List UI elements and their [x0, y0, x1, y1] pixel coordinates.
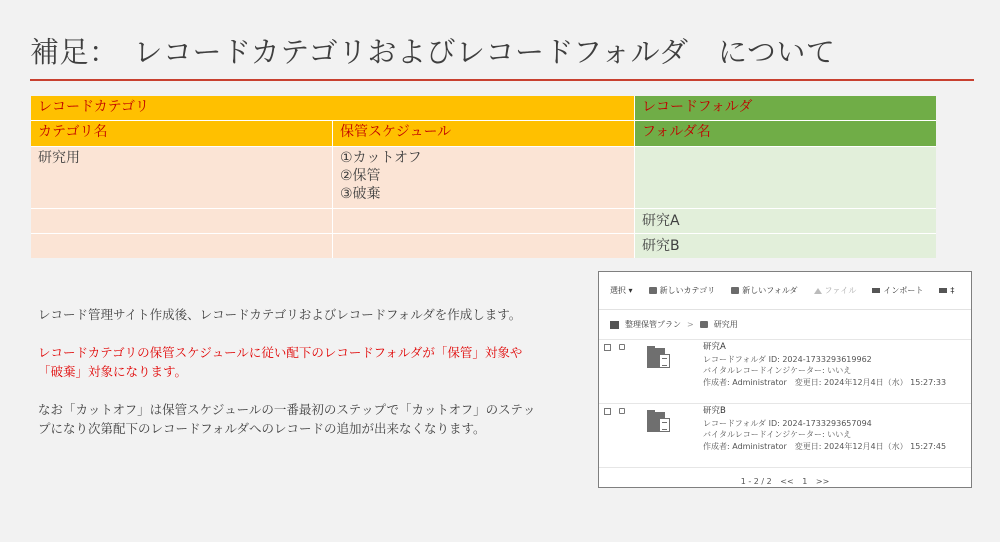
file-button[interactable] — [814, 285, 857, 296]
cell-folder: 研究B — [634, 233, 936, 258]
table-row — [31, 146, 936, 208]
pagination — [599, 468, 971, 486]
file-label: ファイル — [824, 286, 857, 295]
paragraph-retention-line2: 「破棄」対象になります。 — [38, 364, 188, 379]
slide-title: 補足： レコードカテゴリおよびレコードフォルダ について — [30, 35, 836, 69]
up-folder-icon[interactable] — [610, 321, 619, 329]
toolbar — [599, 272, 971, 310]
new-category-label: 新しいカテゴリ — [659, 286, 716, 295]
item-creator: 作成者: Administrator 変更日: 2024年12月4日（水） 15:27:45 — [703, 441, 947, 451]
category-folder-table — [31, 96, 936, 258]
import-button[interactable] — [872, 285, 923, 296]
pager-range: 1 - 2 / 2 — [740, 477, 772, 486]
col-header-schedule: 保管スケジュール — [332, 121, 634, 146]
new-folder-button[interactable] — [731, 285, 797, 296]
paragraph-cutoff-line2: プになり次第配下のレコードフォルダへのレコードの追加が出来なくなります。 — [38, 421, 486, 436]
import-label: インポート — [883, 286, 924, 295]
breadcrumb — [599, 310, 971, 340]
folder-icon — [700, 321, 708, 328]
table-row — [31, 233, 936, 258]
pager-next-link[interactable]: >> — [815, 477, 830, 486]
schedule-step: ①カットオフ — [340, 150, 422, 166]
import-icon — [872, 288, 880, 293]
more-icon — [939, 288, 947, 293]
cell-schedule — [332, 233, 634, 258]
item-creator: 作成者: Administrator 変更日: 2024年12月4日（水） 15:27:33 — [703, 377, 947, 387]
col-header-category-name: カテゴリ名 — [31, 121, 332, 146]
group-header-category: レコードカテゴリ — [31, 96, 634, 120]
schedule-step: ②保管 — [340, 168, 381, 184]
folder-add-icon — [731, 287, 739, 294]
paragraph-retention-line1: レコードカテゴリの保管スケジュールに従い配下のレコードフォルダが「保管」対象や — [38, 345, 523, 360]
select-menu-button[interactable] — [610, 285, 633, 296]
file-plan-screenshot — [598, 271, 972, 488]
schedule-step: ③破棄 — [340, 186, 381, 202]
title-underline — [30, 79, 974, 81]
more-label: ‡ — [950, 286, 955, 295]
group-header-folder: レコードフォルダ — [634, 96, 936, 120]
breadcrumb-separator: > — [687, 320, 694, 329]
item-meta — [703, 342, 946, 388]
upload-icon — [814, 288, 822, 294]
breadcrumb-current: 研究用 — [713, 320, 738, 329]
table-column-header-row — [31, 120, 936, 146]
lock-icon — [619, 408, 625, 414]
pager-prev-link[interactable]: << — [780, 477, 794, 486]
cell-schedule — [332, 146, 634, 208]
breadcrumb-root[interactable]: 整理保管プラン — [625, 320, 681, 329]
cell-category — [31, 208, 332, 233]
more-button[interactable] — [939, 286, 954, 295]
table-group-header-row — [31, 96, 936, 120]
record-folder-icon[interactable] — [647, 346, 671, 370]
item-name-link[interactable]: 研究A — [703, 342, 726, 352]
record-folder-icon[interactable] — [647, 410, 671, 434]
table-row — [31, 208, 936, 233]
cell-folder — [634, 146, 936, 208]
cell-category: 研究用 — [31, 146, 332, 208]
item-checkbox[interactable] — [604, 344, 611, 351]
new-category-button[interactable] — [649, 285, 716, 296]
select-menu-label: 選択 ▾ — [610, 286, 633, 295]
list-item[interactable] — [599, 340, 971, 404]
lock-icon — [619, 344, 625, 350]
list-item[interactable] — [599, 404, 971, 468]
cell-category — [31, 233, 332, 258]
item-vital: バイタルレコードインジケーター: いいえ — [703, 430, 852, 439]
paragraph-intro: レコード管理サイト作成後、レコードカテゴリおよびレコードフォルダを作成します。 — [38, 307, 522, 322]
cell-schedule — [332, 208, 634, 233]
cell-folder: 研究A — [634, 208, 936, 233]
new-folder-label: 新しいフォルダ — [742, 286, 798, 295]
item-name-link[interactable]: 研究B — [703, 406, 726, 416]
item-id: レコードフォルダ ID: 2024-1733293657094 — [703, 418, 872, 428]
col-header-folder-name: フォルダ名 — [634, 121, 936, 146]
item-id: レコードフォルダ ID: 2024-1733293619962 — [703, 354, 872, 364]
item-checkbox[interactable] — [604, 408, 611, 415]
folder-add-icon — [649, 287, 657, 294]
paragraph-cutoff-line1: なお「カットオフ」は保管スケジュールの一番最初のステップで「カットオフ」のステッ — [38, 402, 536, 417]
item-vital: バイタルレコードインジケーター: いいえ — [703, 366, 852, 375]
item-meta — [703, 406, 946, 452]
pager-page[interactable]: 1 — [802, 477, 808, 486]
